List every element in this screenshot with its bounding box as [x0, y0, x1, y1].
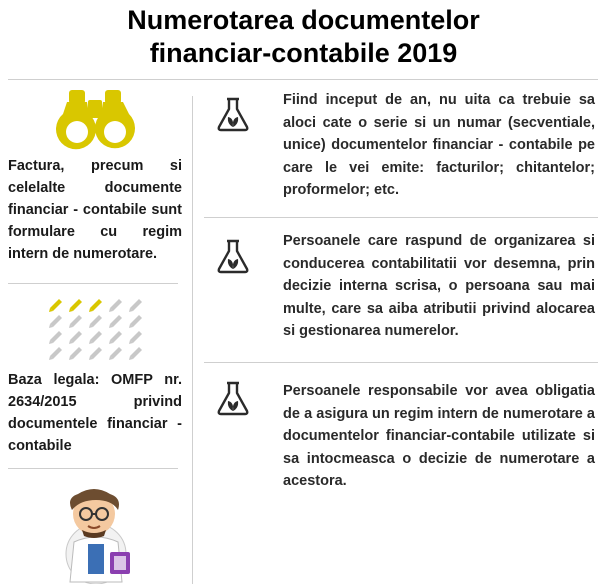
right-divider-2: [204, 362, 598, 363]
title-divider: [8, 79, 598, 80]
pencils-grid-icon: [46, 296, 146, 362]
numbering-regime-text: Factura, precum si celelalte documente financiar - contabile sunt formulare cu regim intern de numerotare.: [8, 158, 182, 262]
internal-decision-text: Persoanele care raspund de organizarea si conducerea contabilitatii vor desemna, prin decizie interna scrisa, o persoana sau mai multe, care sa aiba atributii privind alocarea si gestionarea numerelor.: [283, 233, 595, 339]
responsible-persons-text: Persoanele responsabile vor avea obligatia de a asigura un regim intern de numerotare a documentelor financiar-contabile utilizate si sa intocmeasca o decizie de numerotare a acestora.: [283, 383, 595, 489]
flask-icon: [215, 96, 251, 132]
left-divider-2: [8, 468, 178, 469]
series-allocation-text: Fiind inceput de an, nu uita ca trebuie sa aloci cate o serie si un numar (secventiale, unice) documentelor financiar - contabile pe care le vei emite: facturilor; chitantelor; proformelor; etc.: [283, 92, 595, 198]
title-line-2: financiar-contabile 2019: [149, 38, 458, 68]
column-divider: [192, 96, 193, 584]
binoculars-icon: [55, 90, 135, 152]
right-divider-1: [204, 217, 598, 218]
flask-icon: [215, 238, 251, 274]
left-divider-1: [8, 283, 178, 284]
legal-basis-text: Baza legala: OMFP nr. 2634/2015 privind documentele financiar - contabile: [8, 372, 182, 454]
doctor-illustration: [52, 484, 144, 584]
title-line-1: Numerotarea documentelor: [127, 5, 480, 35]
flask-icon: [215, 380, 251, 416]
page-title: [0, 4, 607, 70]
